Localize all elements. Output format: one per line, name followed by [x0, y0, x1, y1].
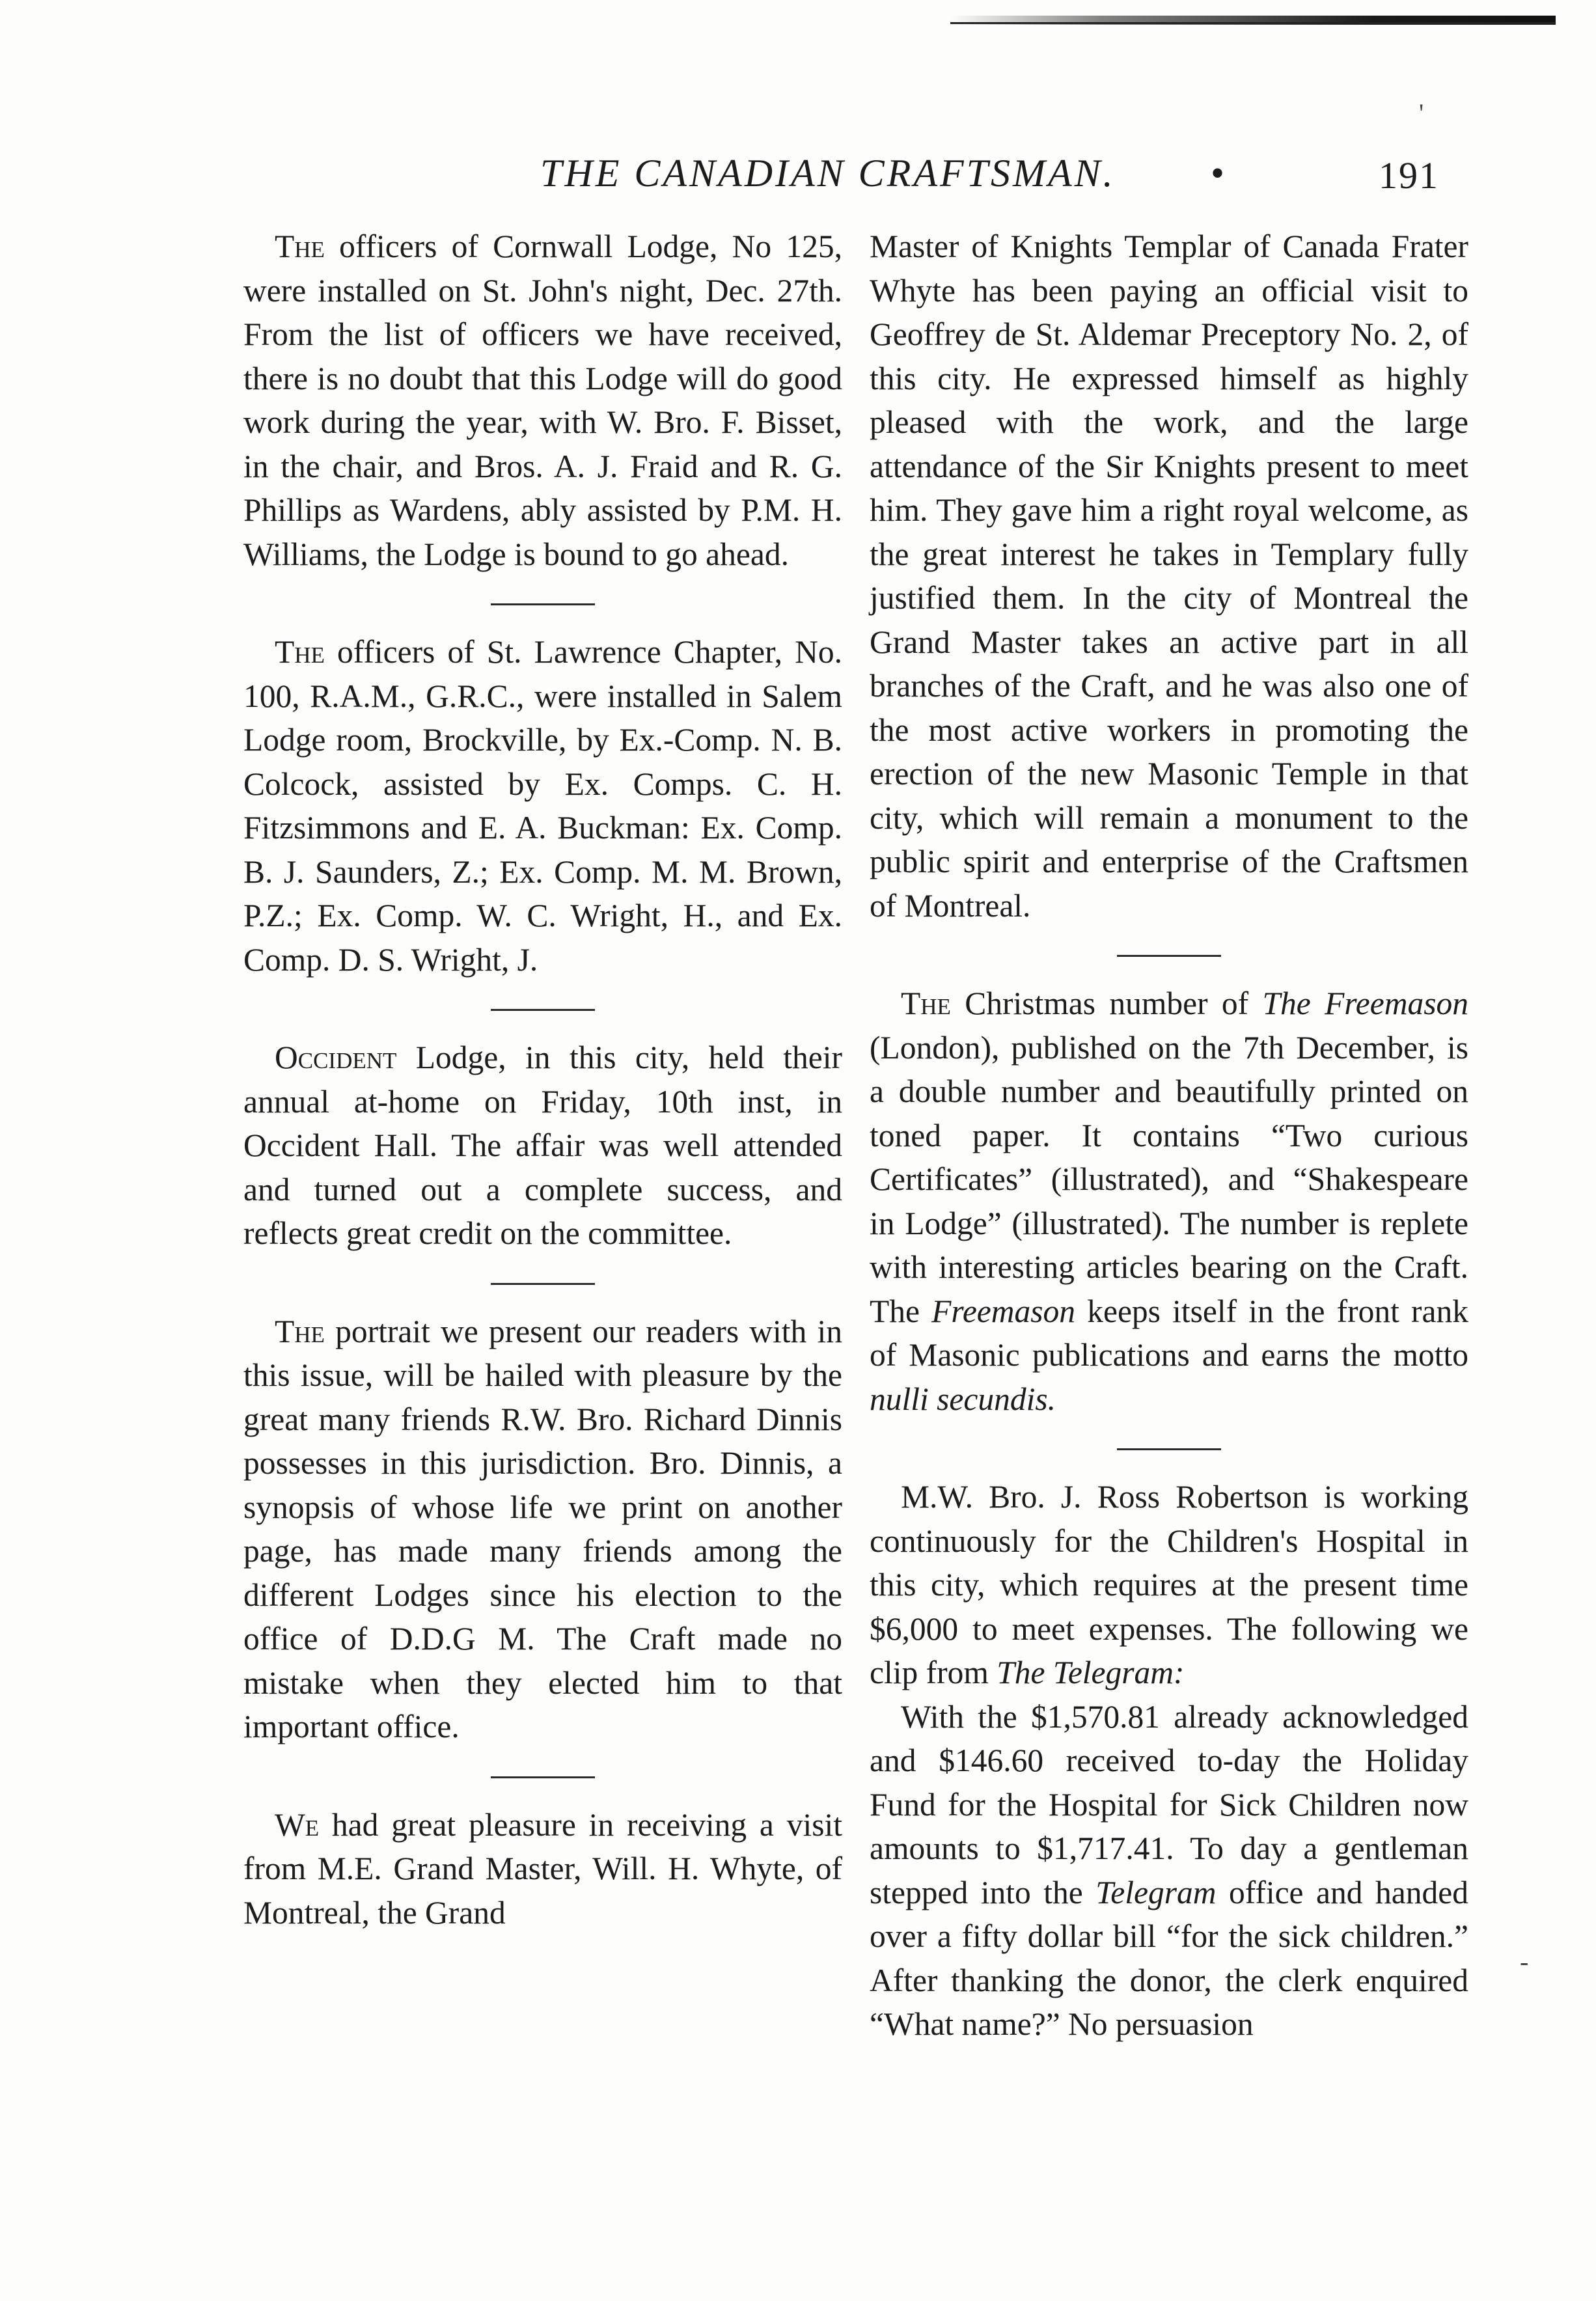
paragraph-text: With the $1,570.81 already acknowledged and $146.60 received to-day the Holiday Fund for the Hospital for Sick Children now amounts to $1,717.41. To day a gentleman stepped into the	[870, 1698, 1468, 1910]
paragraph-text: had great pleasure in receiving a visit from M.E. Grand Master, Will. H. Whyte, of Montreal, the Grand	[243, 1806, 842, 1931]
paragraph-dinnis-portrait	[243, 1310, 842, 1749]
paragraph-text: (London), published on the 7th December, is a double number and beautifully printed on toned paper. It contains “Two curious Certificates” (illustrated), and “Shakespeare in Lodge” (illustrated). The number is replete with interesting articles bearing on the Craft. The	[870, 1029, 1468, 1329]
section-divider	[491, 603, 595, 605]
section-divider	[491, 1283, 595, 1285]
paragraph-childrens-hospital	[870, 1475, 1468, 1695]
paragraph-st-lawrence-chapter	[243, 630, 842, 982]
paragraph-text: keeps itself in the front rank of Masonic publications and earns the motto	[870, 1293, 1468, 1373]
paragraph-grand-master-visit	[243, 1803, 842, 1935]
paragraph-text: office and handed over a fifty dollar bill “for the sick children.” After thanking the donor, the clerk enquired “What name?” No persuasion	[870, 1874, 1468, 2042]
section-divider	[491, 1776, 595, 1778]
paragraph-lead: The	[275, 634, 325, 670]
paragraph-text: Christmas number of	[950, 985, 1263, 1021]
publication-title: Telegram	[1095, 1874, 1217, 1910]
paragraph-text: portrait we present our readers with in this issue, will be hailed with pleasure by the great many friends R.W. Bro. Richard Dinnis possesses in this jurisdiction. Bro. Dinnis, a synopsis of whose life we print on another page, has made many friends among the different Lodges since his election to the office of D.D.G M. The Craft made no mistake when they elected him to that important office.	[243, 1313, 842, 1744]
paragraph-telegram-quote	[870, 1695, 1468, 2046]
section-divider	[1117, 1448, 1221, 1450]
paragraph-text: M.W. Bro. J. Ross Robertson is working continuously for the Children's Hospital in this city, which requires at the present time $6,000 to meet expenses. The following we clip from	[870, 1479, 1468, 1690]
section-divider	[491, 1009, 595, 1011]
paragraph-text: officers of St. Lawrence Chapter, No. 100, R.A.M., G.R.C., were installed in Salem Lodge room, Brockville, by Ex.-Comp. N. B. Colcock, assisted by Ex. Comps. C. H. Fitzsimmons and E. A. Buckman: Ex. Comp. B. J. Saunders, Z.; Ex. Comp. M. M. Brown, P.Z.; Ex. Comp. W. C. Wright, H., and Ex. Comp. D. S. Wright, J.	[243, 634, 842, 978]
running-title: THE CANADIAN CRAFTSMAN.	[540, 152, 1116, 195]
publication-title: The Telegram:	[997, 1655, 1185, 1690]
paragraph-lead: The	[275, 228, 325, 264]
paragraph-grand-master-continued	[870, 225, 1468, 928]
page-number: 191	[1379, 154, 1439, 197]
paragraph-freemason-christmas	[870, 982, 1468, 1421]
print-speck: -	[1520, 1947, 1529, 1976]
top-rule-line	[950, 22, 1556, 24]
left-column	[243, 225, 842, 1935]
paragraph-text: officers of Cornwall Lodge, No 125, were installed on St. John's night, Dec. 27th. From the list of officers we have received, there is no doubt that this Lodge will do good work during the year, with W. Bro. F. Bisset, in the chair, and Bros. A. J. Fraid and R. G. Phillips as Wardens, ably assisted by P.M. H. Williams, the Lodge is bound to go ahead.	[243, 228, 842, 572]
paragraph-lead: The	[901, 985, 951, 1021]
section-divider	[1117, 955, 1221, 957]
print-speck: '	[1419, 98, 1424, 128]
paragraph-text: Lodge, in this city, held their annual at-home on Friday, 10th inst, in Occident Hall. The affair was well attended and turned out a complete success, and reflects great credit on the committee.	[243, 1040, 842, 1251]
header-dot: •	[1211, 152, 1225, 195]
paragraph-cornwall-lodge	[243, 225, 842, 576]
publication-title: Freemason	[931, 1293, 1076, 1329]
publication-title: The Freemason	[1262, 985, 1468, 1021]
paragraph-lead: The	[275, 1313, 325, 1349]
paragraph-lead: We	[275, 1806, 320, 1843]
paragraph-text: Master of Knights Templar of Canada Frater Whyte has been paying an official visit to Geoffrey de St. Aldemar Preceptory No. 2, of this city. He expressed himself as highly pleased with the work, and the large attendance of the Sir Knights present to meet him. They gave him a right royal welcome, as the great interest he takes in Templary fully justified them. In the city of Montreal the Grand Master takes an active part in all branches of the Craft, and he was also one of the most active workers in promoting the erection of the new Masonic Temple in that city, which will remain a monument to the public spirit and enterprise of the Craftsmen of Montreal.	[870, 228, 1468, 924]
latin-motto: nulli secundis.	[870, 1381, 1056, 1417]
paragraph-occident-lodge	[243, 1036, 842, 1256]
right-column	[870, 225, 1468, 2046]
paragraph-lead: Occident	[275, 1040, 397, 1075]
